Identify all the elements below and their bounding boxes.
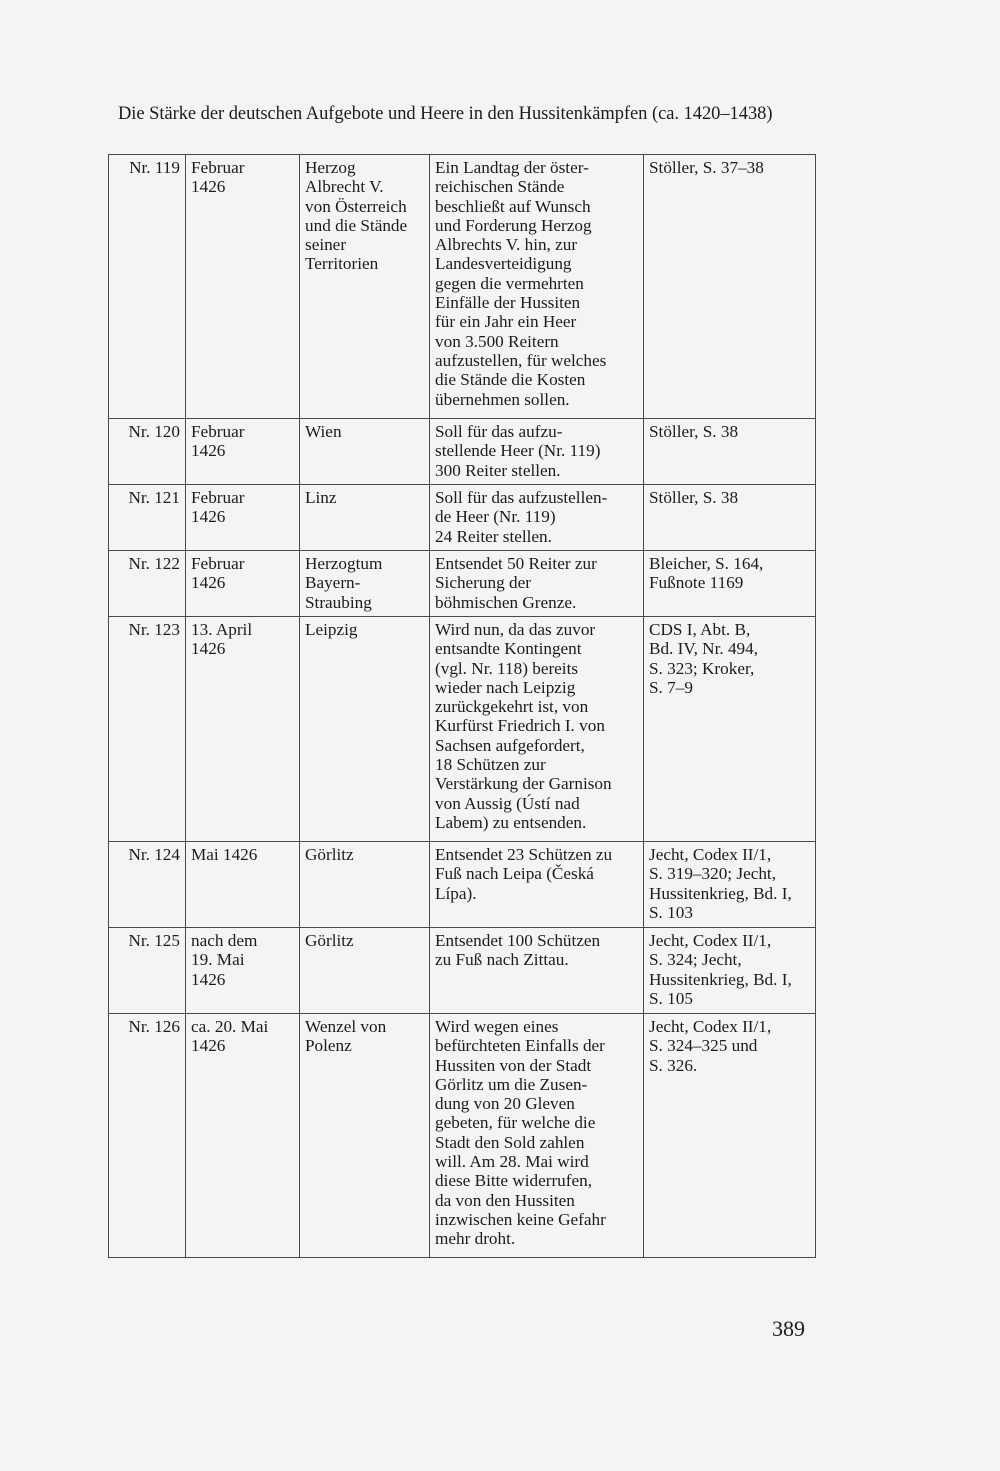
table-row <box>109 928 816 1014</box>
entry-number: Nr. 122 <box>109 551 186 617</box>
entry-party: Herzog Albrecht V. von Österreich und die Stände seiner Territorien <box>300 155 430 419</box>
entry-party: Görlitz <box>300 842 430 928</box>
table-row <box>109 551 816 617</box>
entry-date: Februar 1426 <box>186 419 300 485</box>
entry-number: Nr. 123 <box>109 617 186 842</box>
entry-date: Mai 1426 <box>186 842 300 928</box>
entry-event: Entsendet 23 Schützen zu Fuß nach Leipa (Česká Lípa). <box>430 842 644 928</box>
entry-source: Jecht, Codex II/1, S. 319–320; Jecht, Hussitenkrieg, Bd. I, S. 103 <box>644 842 816 928</box>
entry-number: Nr. 124 <box>109 842 186 928</box>
entry-date: nach dem 19. Mai 1426 <box>186 928 300 1014</box>
entry-source: Bleicher, S. 164, Fußnote 1169 <box>644 551 816 617</box>
entry-party: Herzogtum Bayern- Straubing <box>300 551 430 617</box>
entry-source: Stöller, S. 37–38 <box>644 155 816 419</box>
table-row <box>109 617 816 842</box>
entry-source: Jecht, Codex II/1, S. 324; Jecht, Hussitenkrieg, Bd. I, S. 105 <box>644 928 816 1014</box>
entry-event: Soll für das aufzustellen- de Heer (Nr. 119) 24 Reiter stellen. <box>430 485 644 551</box>
entry-source: Stöller, S. 38 <box>644 419 816 485</box>
table-row <box>109 485 816 551</box>
entry-party: Wenzel von Polenz <box>300 1014 430 1258</box>
entry-source: Jecht, Codex II/1, S. 324–325 und S. 326. <box>644 1014 816 1258</box>
entry-number: Nr. 121 <box>109 485 186 551</box>
entry-event: Soll für das aufzu- stellende Heer (Nr. 119) 300 Reiter stellen. <box>430 419 644 485</box>
entry-party: Linz <box>300 485 430 551</box>
table-row <box>109 155 816 419</box>
entry-event: Entsendet 50 Reiter zur Sicherung der böhmischen Grenze. <box>430 551 644 617</box>
running-title: Die Stärke der deutschen Aufgebote und Heere in den Hussitenkämpfen (ca. 1420–1438) <box>118 104 773 124</box>
entry-event: Ein Landtag der öster- reichischen Stände beschließt auf Wunsch und Forderung Herzog Albrechts V. hin, zur Landesverteidigung gegen die vermehrten Einfälle der Hussiten für ein Jahr ein Heer von 3.500 Reitern aufzustellen, für welches die Stände die Kosten übernehmen sollen. <box>430 155 644 419</box>
table-row <box>109 1014 816 1258</box>
entry-event: Entsendet 100 Schützen zu Fuß nach Zittau. <box>430 928 644 1014</box>
table-row <box>109 842 816 928</box>
entry-party: Wien <box>300 419 430 485</box>
entry-date: ca. 20. Mai 1426 <box>186 1014 300 1258</box>
entry-number: Nr. 125 <box>109 928 186 1014</box>
entry-party: Leipzig <box>300 617 430 842</box>
entry-number: Nr. 119 <box>109 155 186 419</box>
entry-source: Stöller, S. 38 <box>644 485 816 551</box>
entry-number: Nr. 126 <box>109 1014 186 1258</box>
entry-date: Februar 1426 <box>186 155 300 419</box>
entry-number: Nr. 120 <box>109 419 186 485</box>
entry-event: Wird wegen eines befürchteten Einfalls der Hussiten von der Stadt Görlitz um die Zusen- dung von 20 Gleven gebeten, für welche die Stadt den Sold zahlen will. Am 28. Mai wird diese Bitte widerrufen, da von den Hussiten inzwischen keine Gefahr mehr droht. <box>430 1014 644 1258</box>
table-row <box>109 419 816 485</box>
page-number: 389 <box>772 1316 805 1341</box>
entry-party: Görlitz <box>300 928 430 1014</box>
chronicle-table <box>108 154 816 1258</box>
entry-source: CDS I, Abt. B, Bd. IV, Nr. 494, S. 323; Kroker, S. 7–9 <box>644 617 816 842</box>
entry-event: Wird nun, da das zuvor entsandte Kontingent (vgl. Nr. 118) bereits wieder nach Leipzig zurückgekehrt ist, von Kurfürst Friedrich I. von Sachsen aufgefordert, 18 Schützen zur Verstärkung der Garnison von Aussig (Ústí nad Labem) zu entsenden. <box>430 617 644 842</box>
entry-date: Februar 1426 <box>186 485 300 551</box>
entry-date: Februar 1426 <box>186 551 300 617</box>
entry-date: 13. April 1426 <box>186 617 300 842</box>
